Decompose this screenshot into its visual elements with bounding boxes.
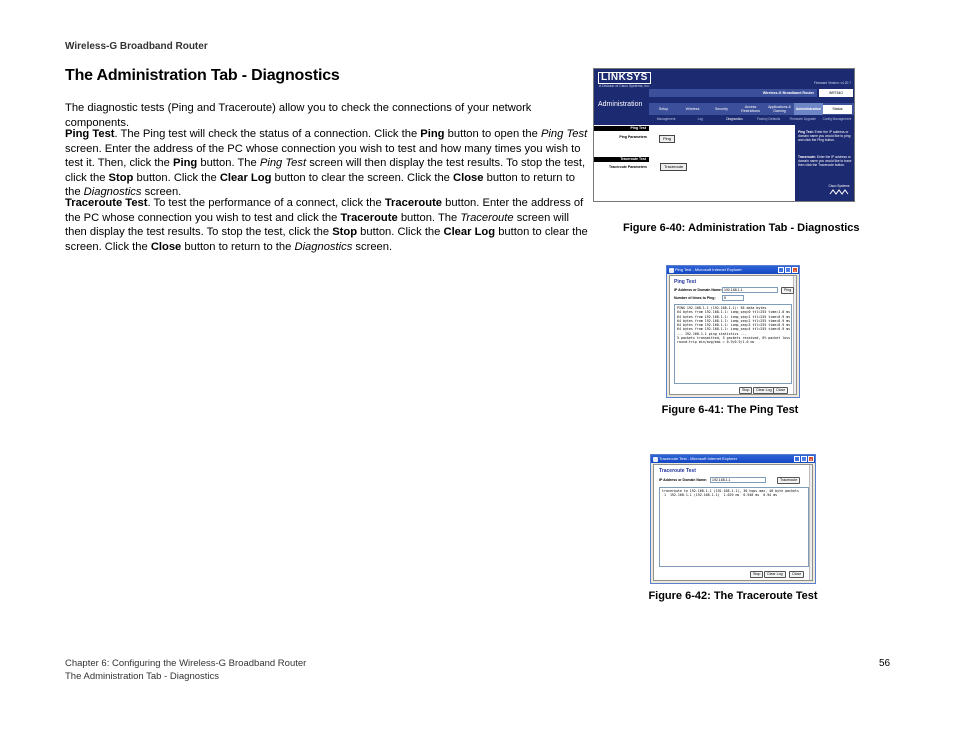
- screen-term: Traceroute: [460, 211, 514, 224]
- figure-6-41-caption: Figure 6-41: The Ping Test: [661, 404, 799, 416]
- text-run: button to clear the screen. Click the: [271, 171, 454, 184]
- stop-button[interactable]: Stop: [739, 387, 752, 394]
- scrollbar[interactable]: [809, 465, 812, 580]
- traceroute-parameters-label: Traceroute Parameters: [609, 165, 647, 169]
- tab-applications-gaming[interactable]: Applications & Gaming: [768, 105, 791, 113]
- tab-administration[interactable]: Administration: [794, 103, 823, 115]
- running-header: Wireless-G Broadband Router: [65, 41, 208, 52]
- text-run: screen will then display the test results. To stop the test, click the: [65, 211, 569, 238]
- footer-chapter: Chapter 6: Configuring the Wireless-G Broadband Router: [65, 658, 307, 669]
- logo-subtitle: A Division of Cisco Systems, Inc.: [599, 84, 650, 88]
- dialog-pane: [653, 464, 813, 581]
- tab-security[interactable]: Security: [715, 107, 728, 111]
- ping-output-log: PING 192.168.1.1 (192.168.1.1): 56 data bytes 64 bytes from 192.168.1.1: icmp_seq=0 ttl=255 time=1.0 ms 64 bytes from 192.168.1.1: icmp_seq=1 ttl=255 time=0.9 ms 64 bytes from 192.168.1.1: icmp_seq=2 ttl=255 time=0.9 ms 64 bytes from 192.168.1.1: icmp_seq=3 ttl=255 time=0.9 ms 64 bytes from 192.168.1.1: icmp_seq=4 ttl=255 time=0.9 ms --- 192.168.1.1 ping statistics --- 5 packets transmitted, 5 packets received, 0% packet loss round-trip min/avg/max = 0.9/0.9/1.0 ms: [674, 304, 792, 384]
- figure-6-40-caption: Figure 6-40: Administration Tab - Diagnostics: [623, 222, 860, 234]
- page-footer: [65, 657, 306, 683]
- ping-test-heading: Ping Test: [594, 126, 649, 131]
- tab-status[interactable]: Status: [823, 105, 852, 114]
- minimize-icon[interactable]: _: [779, 268, 783, 273]
- ie-icon: [653, 457, 658, 462]
- text-run: button. Click the: [357, 226, 444, 238]
- window-controls: [794, 456, 814, 462]
- screen-term: Diagnostics: [294, 240, 353, 253]
- cisco-logo-icon: [829, 189, 849, 195]
- close-icon[interactable]: ×: [793, 268, 797, 273]
- maximize-icon[interactable]: □: [786, 268, 790, 273]
- screen-term: Diagnostics: [83, 186, 142, 198]
- tab-setup[interactable]: Setup: [658, 107, 669, 111]
- ping-button[interactable]: Ping: [659, 135, 675, 143]
- tab-access-restrictions[interactable]: Access Restrictions: [741, 105, 760, 113]
- main-tabs: [649, 103, 854, 115]
- traceroute-test-paragraph: [65, 196, 590, 254]
- help-traceroute-text: Enter the IP address or domain name you would like to trace then click the Traceroute button.: [798, 154, 852, 168]
- maximize-icon[interactable]: □: [802, 457, 806, 462]
- subtab-firmware-upgrade[interactable]: Firmware Upgrade: [789, 116, 816, 121]
- left-labels: [594, 125, 649, 202]
- text-run: button to clear the screen. Click the: [65, 226, 588, 253]
- clear-log-button[interactable]: Clear Log: [753, 387, 775, 394]
- linksys-logo: LINKSYS: [598, 72, 651, 84]
- product-name: Wireless-G Broadband Router: [649, 89, 817, 97]
- sub-tabs: [649, 115, 854, 122]
- ui-term: Clear Log: [443, 226, 496, 238]
- text-run: screen.: [352, 240, 393, 253]
- firmware-version: Firmware Version: v4.20.7: [813, 81, 851, 85]
- help-ping: [798, 130, 853, 143]
- text-run: screen will then display the test results. To stop the test, click the: [65, 157, 586, 184]
- footer-section: The Administration Tab - Diagnostics: [65, 671, 220, 682]
- text-run: button. Enter the address of the PC whose connection you wish to test and click the: [65, 197, 584, 224]
- subtab-config-management[interactable]: Config Management: [822, 116, 852, 121]
- help-traceroute-title: Traceroute:: [798, 154, 816, 159]
- ping-count-select[interactable]: 5: [722, 295, 744, 301]
- ui-term: Traceroute: [384, 197, 443, 209]
- ip-address-label: IP Address or Domain Name:: [659, 478, 708, 482]
- text-run: screen. Enter the address of the PC whose connection you wish to test and how many times you wish to test it. Then, click the: [65, 142, 581, 169]
- screen-term: Ping Test: [259, 157, 307, 169]
- section-title: The Administration Tab - Diagnostics: [65, 67, 340, 84]
- traceroute-test-window: [650, 454, 816, 584]
- page-number: 56: [879, 658, 891, 669]
- text-run: button to open the: [444, 128, 541, 140]
- ui-term: Traceroute: [340, 211, 398, 224]
- ip-address-label: IP Address or Domain Name:: [674, 288, 723, 292]
- figure-administration-diagnostics-screenshot: [593, 68, 855, 202]
- close-button[interactable]: Close: [773, 387, 788, 394]
- traceroute-test-heading: Traceroute Test: [594, 157, 649, 162]
- window-title: Traceroute Test - Microsoft Internet Explorer: [659, 456, 738, 461]
- ie-icon: [669, 268, 674, 273]
- text-run: . The Ping test will check the status of a connection. Click the: [114, 128, 421, 140]
- stop-button[interactable]: Stop: [750, 571, 763, 578]
- text-run: button. The: [197, 157, 260, 169]
- ip-address-input[interactable]: 192.168.1.1: [710, 477, 766, 483]
- text-run: button. Click the: [133, 171, 220, 184]
- window-titlebar: [651, 455, 815, 463]
- text-run: screen.: [141, 186, 182, 198]
- diagnostics-content: [649, 125, 795, 202]
- cisco-systems-label: Cisco Systems: [828, 184, 850, 188]
- minimize-icon[interactable]: _: [795, 457, 799, 462]
- intro-paragraph: The diagnostic tests (Ping and Traceroute) allow you to check the connections of your network components.: [65, 102, 532, 129]
- text-run: button to return to the: [181, 240, 295, 253]
- text-run: button to return to the: [65, 171, 575, 198]
- traceroute-test-term: Traceroute Test: [65, 197, 148, 209]
- ping-parameters-label: Ping Parameters: [619, 135, 647, 139]
- ip-address-input[interactable]: 192.168.1.1: [722, 287, 778, 293]
- ping-test-window: [666, 265, 800, 398]
- ping-button[interactable]: Ping: [781, 287, 794, 294]
- traceroute-button[interactable]: Traceroute: [660, 163, 687, 171]
- help-traceroute: [798, 155, 853, 168]
- text-run: button. The: [397, 211, 461, 224]
- help-ping-title: Ping Test:: [798, 130, 814, 134]
- ui-term: Clear Log: [219, 171, 272, 184]
- dialog-title: Traceroute Test: [659, 468, 696, 474]
- ui-term: Close: [453, 171, 484, 184]
- ui-term: Stop: [332, 226, 358, 238]
- ping-count-label: Number of times to Ping:: [674, 296, 716, 300]
- subtab-factory-defaults[interactable]: Factory Defaults: [756, 116, 781, 121]
- ui-term: Ping: [420, 128, 445, 140]
- subtab-management[interactable]: Management: [656, 116, 676, 121]
- dialog-pane: [669, 275, 797, 395]
- clear-log-button[interactable]: Clear Log: [764, 571, 786, 578]
- figure-6-42-caption: Figure 6-42: The Traceroute Test: [648, 590, 818, 602]
- close-button[interactable]: Close: [789, 571, 804, 578]
- close-icon[interactable]: ×: [809, 457, 813, 462]
- ui-term: Stop: [108, 171, 134, 184]
- model-number: WRT54G: [819, 89, 853, 97]
- text-run: . To test the performance of a connect, click the: [147, 197, 385, 209]
- tab-wireless[interactable]: Wireless: [685, 107, 700, 111]
- subtab-diagnostics[interactable]: Diagnostics: [726, 116, 743, 121]
- traceroute-button[interactable]: Traceroute: [777, 477, 800, 484]
- subtab-log[interactable]: Log: [697, 116, 703, 121]
- window-title: Ping Test - Microsoft Internet Explorer: [675, 267, 742, 272]
- section-label: Administration: [598, 101, 643, 108]
- dialog-title: Ping Test: [674, 279, 697, 285]
- traceroute-output-log: traceroute to 192.168.1.1 (192.168.1.1), 30 hops max, 40 byte packets 1 192.168.1.1 (192.168.1.1) 1.029 ms 0.948 ms 0.94 ms: [659, 487, 809, 567]
- screen-term: Ping Test: [540, 128, 588, 140]
- window-controls: [778, 267, 798, 273]
- help-ping-text: Enter the IP address or domain name you would like to ping and click the Ping button.: [798, 130, 851, 143]
- ui-term: Close: [150, 240, 182, 253]
- ping-test-paragraph: [65, 127, 590, 200]
- ping-test-term: Ping Test: [65, 128, 115, 140]
- ui-term: Ping: [173, 157, 198, 169]
